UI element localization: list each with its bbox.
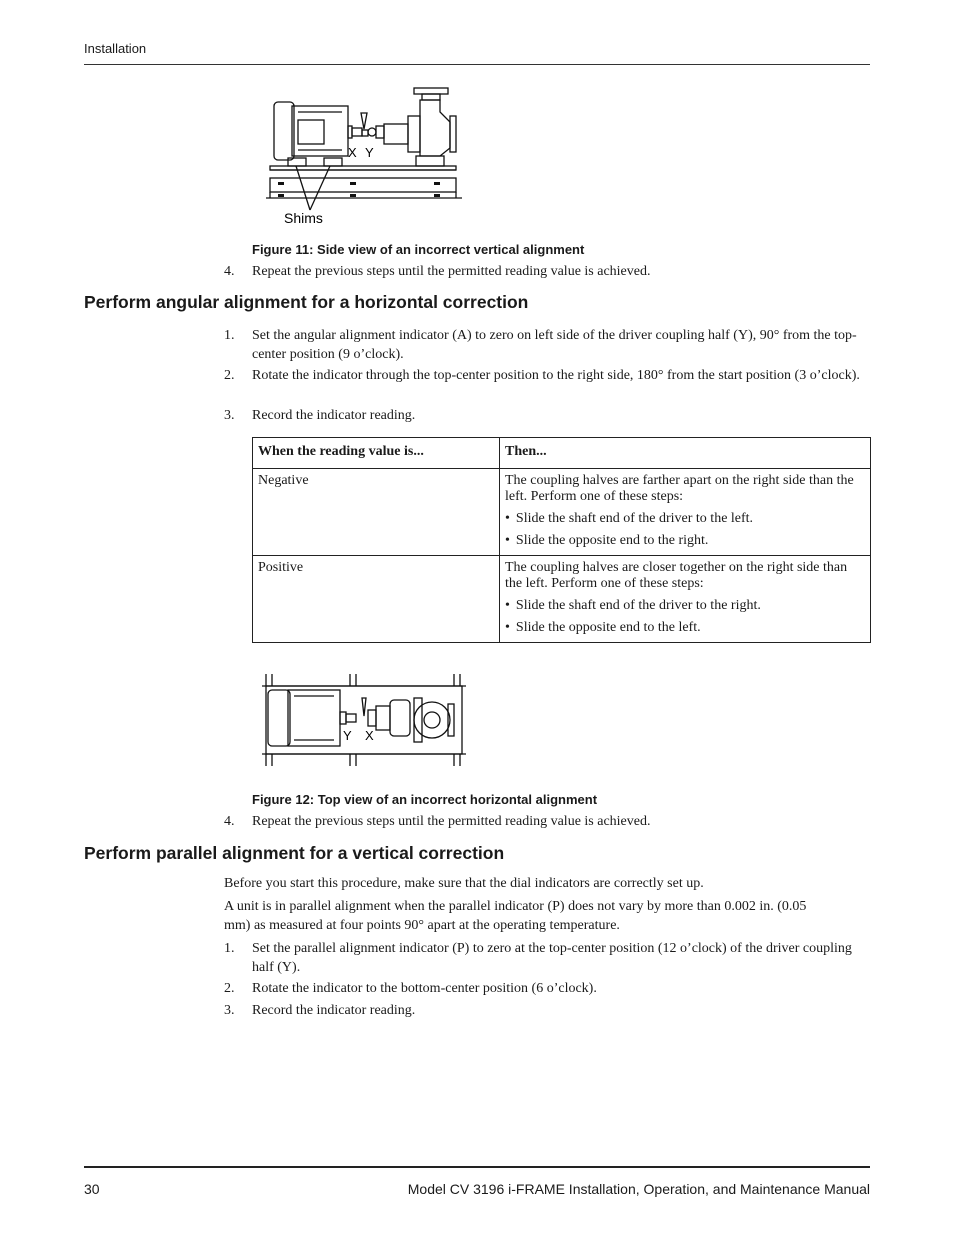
- paragraph: Before you start this procedure, make sure that the dial indicators are correctly set up.: [224, 876, 704, 891]
- list-number: 1.: [224, 328, 235, 343]
- list-text: Record the indicator reading.: [252, 1003, 416, 1018]
- manual-title: Model CV 3196 i-FRAME Installation, Operation, and Maintenance Manual: [407, 1181, 870, 1197]
- figure-11-caption: Figure 11: Side view of an incorrect vertical alignment: [252, 242, 585, 257]
- reading-value-table: [252, 437, 871, 643]
- list-text: Rotate the indicator through the top-center position to the right side, 180° from the start position (3 o’clock).: [252, 368, 860, 383]
- table-cell-action: [500, 469, 871, 556]
- figure-11-label-shims: Shims: [284, 210, 323, 226]
- bullet-text: Slide the shaft end of the driver to the right.: [515, 598, 761, 613]
- list-number: 1.: [224, 941, 235, 956]
- table-cell-condition: Negative: [253, 469, 500, 556]
- table-cell-condition: Positive: [253, 556, 500, 643]
- list-item: [224, 366, 864, 385]
- section-heading-parallel: Perform parallel alignment for a vertical correction: [84, 843, 505, 863]
- list-text: Record the indicator reading.: [252, 408, 416, 423]
- list-number: 2.: [224, 981, 235, 996]
- list-text: Rotate the indicator to the bottom-center position (6 o’clock).: [252, 981, 597, 996]
- action-description: The coupling halves are closer together on the right side than the left. Perform one of these steps:: [505, 560, 848, 591]
- header-divider: [84, 64, 870, 65]
- list-item: [224, 1001, 864, 1020]
- action-description: The coupling halves are farther apart on the right side than the left. Perform one of these steps:: [505, 473, 854, 504]
- figure-12-caption: Figure 12: Top view of an incorrect horizontal alignment: [252, 792, 598, 807]
- footer-divider: [84, 1166, 870, 1168]
- list-item: [224, 262, 864, 281]
- figure-11-label-y: Y: [365, 145, 374, 160]
- bullet-item: [505, 598, 865, 614]
- list-text: Repeat the previous steps until the permitted reading value is achieved.: [252, 814, 651, 829]
- table-header-cell: When the reading value is...: [253, 438, 500, 469]
- bullet-icon: •: [505, 598, 510, 613]
- table-row: [253, 469, 871, 556]
- list-number: 3.: [224, 408, 235, 423]
- running-header: Installation: [84, 41, 147, 56]
- figure-11-side-view-drawing: [264, 82, 468, 230]
- list-item: [224, 406, 864, 425]
- list-item: [224, 812, 864, 831]
- page-number: 30: [84, 1181, 100, 1197]
- table-row: [253, 556, 871, 643]
- table-header-row: [253, 438, 871, 469]
- bullet-text: Slide the shaft end of the driver to the left.: [515, 511, 754, 526]
- list-item: [224, 326, 864, 364]
- list-item: [224, 939, 864, 977]
- list-item: [224, 979, 864, 998]
- list-text: Repeat the previous steps until the permitted reading value is achieved.: [252, 264, 651, 279]
- table-header-cell: Then...: [500, 438, 871, 469]
- bullet-item: [505, 511, 865, 527]
- section-heading-angular: Perform angular alignment for a horizontal correction: [84, 292, 529, 312]
- figure-12-label-x: X: [365, 728, 374, 743]
- list-number: 2.: [224, 368, 235, 383]
- list-number: 4.: [224, 814, 235, 829]
- figure-12-label-y: Y: [343, 728, 352, 743]
- list-text: Set the parallel alignment indicator (P) to zero at the top-center position (12 o’clock) of the driver coupling half (Y).: [252, 941, 852, 975]
- list-number: 4.: [224, 264, 235, 279]
- bullet-icon: •: [505, 620, 510, 635]
- figure-12-top-view-drawing: [258, 670, 468, 770]
- bullet-text: Slide the opposite end to the left.: [515, 620, 701, 635]
- bullet-item: [505, 620, 865, 636]
- list-text: Set the angular alignment indicator (A) to zero on left side of the driver coupling half (Y), 90° from the top-center position (9 o’clock).: [252, 328, 857, 362]
- paragraph: A unit is in parallel alignment when the parallel indicator (P) does not vary by more than 0.002 in. (0.05 mm) as measured at four points 90° apart at the operating temperature.: [224, 899, 807, 933]
- figure-11-label-x: X: [348, 145, 357, 160]
- bullet-icon: •: [505, 511, 510, 526]
- table-cell-action: [500, 556, 871, 643]
- bullet-text: Slide the opposite end to the right.: [515, 533, 709, 548]
- bullet-item: [505, 533, 865, 549]
- list-number: 3.: [224, 1003, 235, 1018]
- bullet-icon: •: [505, 533, 510, 548]
